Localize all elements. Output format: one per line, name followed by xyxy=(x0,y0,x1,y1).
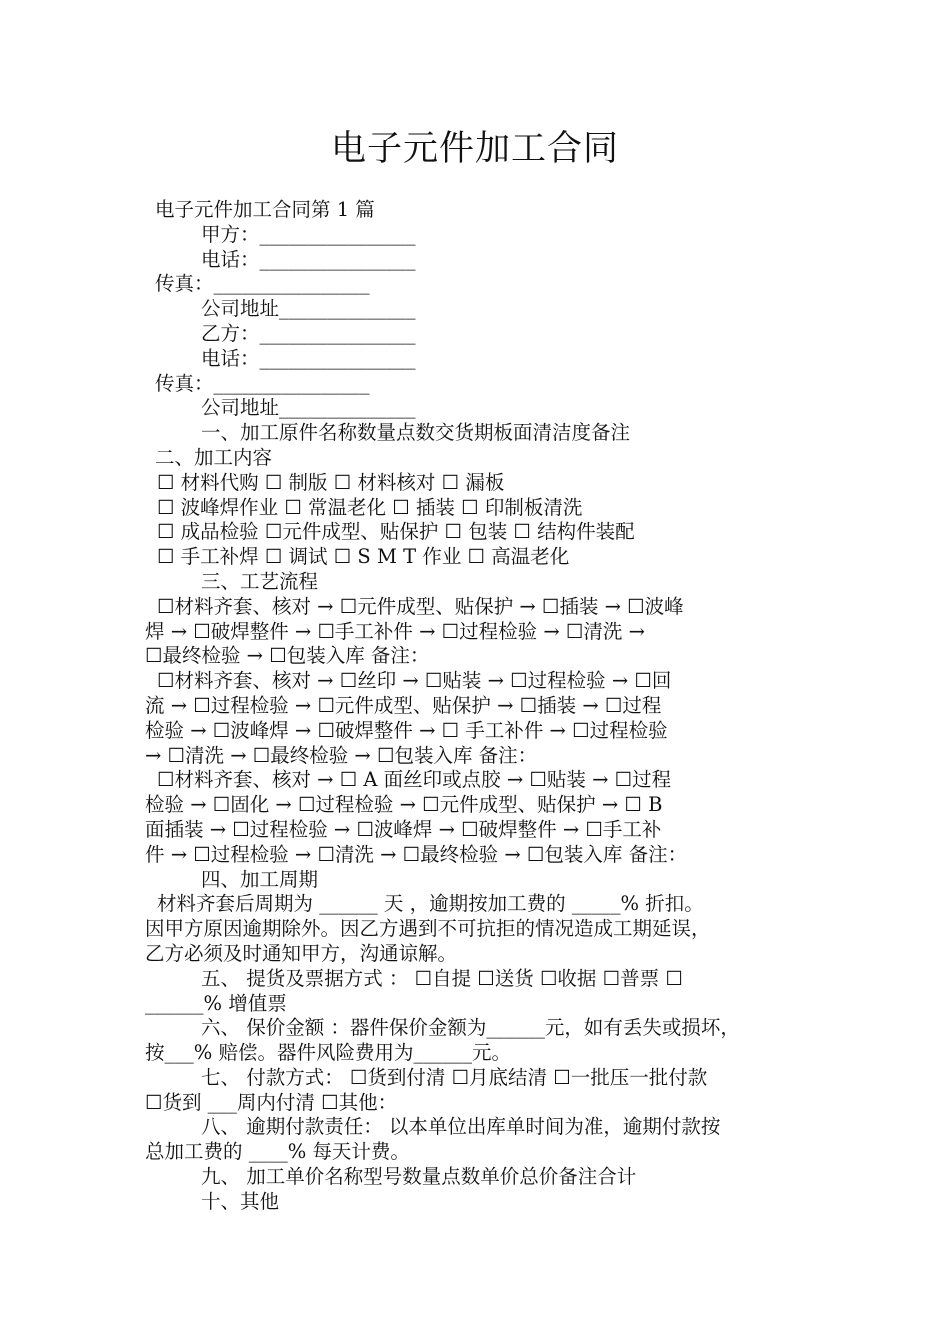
party-b-phone-field: 电话：________________ xyxy=(201,346,416,370)
party-a-field: 甲方：________________ xyxy=(201,222,416,246)
process-line: 流 → ☐过程检验 → ☐元件成型、贴保护 → ☐插装 → ☐过程 xyxy=(145,693,662,717)
clause-7: 七、 付款方式： ☐货到付清 ☐月底结清 ☐一批压一批付款 xyxy=(201,1065,708,1089)
process-line: → ☐清洗 → ☐最终检验 → ☐包装入库 备注： xyxy=(145,743,538,767)
checkbox-line: ☐ 成品检验 ☐元件成型、贴保护 ☐ 包装 ☐ 结构件装配 xyxy=(157,520,635,544)
process-line: ☐最终检验 → ☐包装入库 备注： xyxy=(145,644,430,668)
party-b-fax-field: 传真：________________ xyxy=(155,371,370,395)
document-title: 电子元件加工合同 xyxy=(330,129,619,169)
checkbox-line: ☐ 波峰焊作业 ☐ 常温老化 ☐ 插装 ☐ 印制板清洗 xyxy=(157,495,583,519)
clause-2-heading: 二、加工内容 xyxy=(155,445,273,469)
clause-8: 八、 逾期付款责任： 以本单位出库单时间为准，逾期付款按 xyxy=(201,1115,721,1139)
clause-7-cont: ☐货到 ___周内付清 ☐其他： xyxy=(145,1090,398,1114)
clause-5-cont: ______% 增值票 xyxy=(145,991,287,1015)
clause-4-heading: 四、加工周期 xyxy=(201,867,319,891)
process-line: 件 → ☐过程检验 → ☐清洗 → ☐最终检验 → ☐包装入库 备注： xyxy=(145,842,688,866)
clause-5: 五、 提货及票据方式 ： ☐自提 ☐送货 ☐收据 ☐普票 ☐ xyxy=(201,966,683,990)
party-b-field: 乙方：________________ xyxy=(201,321,416,345)
clause-4-text: 因甲方原因逾期除外。因乙方遇到不可抗拒的情况造成工期延误， xyxy=(145,917,711,941)
clause-8-cont: 总加工费的 ____% 每天计费。 xyxy=(145,1140,410,1164)
clause-9: 九、 加工单价名称型号数量点数单价总价备注合计 xyxy=(201,1165,637,1189)
clause-6: 六、 保价金额 ：器件保价金额为______元，如有丢失或损坏， xyxy=(201,1016,740,1040)
clause-4-text: 材料齐套后周期为 ______ 天 ，逾期按加工费的 _____% 折扣。 xyxy=(157,892,704,916)
clause-6-cont: 按___% 赔偿。器件风险费用为______元。 xyxy=(145,1041,511,1065)
process-line: 面插装 → ☐过程检验 → ☐波峰焊 → ☐破焊整件 → ☐手工补 xyxy=(145,817,662,841)
clause-4-text: 乙方必须及时通知甲方，沟通谅解。 xyxy=(145,941,458,965)
process-line: ☐材料齐套、核对 → ☐ A 面丝印或点胶 → ☐贴装 → ☐过程 xyxy=(157,768,672,792)
document-body xyxy=(145,198,815,1215)
party-b-address-field: 公司地址______________ xyxy=(201,396,416,420)
process-line: 检验 → ☐固化 → ☐过程检验 → ☐元件成型、贴保护 → ☐ B xyxy=(145,793,663,817)
party-a-fax-field: 传真：________________ xyxy=(155,272,370,296)
clause-3-heading: 三、工艺流程 xyxy=(201,569,319,593)
party-a-phone-field: 电话：________________ xyxy=(201,247,416,271)
process-line: 检验 → ☐波峰焊 → ☐破焊整件 → ☐ 手工补件 → ☐过程检验 xyxy=(145,718,668,742)
process-line: 焊 → ☐破焊整件 → ☐手工补件 → ☐过程检验 → ☐清洗 → xyxy=(145,619,645,643)
section-heading: 电子元件加工合同第 1 篇 xyxy=(155,198,375,221)
process-line: ☐材料齐套、核对 → ☐元件成型、贴保护 → ☐插装 → ☐波峰 xyxy=(157,594,684,618)
party-a-address-field: 公司地址______________ xyxy=(201,297,416,321)
checkbox-line: ☐ 手工补焊 ☐ 调试 ☐ S M T 作业 ☐ 高温老化 xyxy=(157,545,570,569)
clause-1: 一、加工原件名称数量点数交货期板面清洁度备注 xyxy=(201,421,631,445)
checkbox-line: ☐ 材料代购 ☐ 制版 ☐ 材料核对 ☐ 漏板 xyxy=(157,470,505,494)
clause-10: 十、其他 xyxy=(201,1189,280,1213)
process-line: ☐材料齐套、核对 → ☐丝印 → ☐贴装 → ☐过程检验 → ☐回 xyxy=(157,669,672,693)
